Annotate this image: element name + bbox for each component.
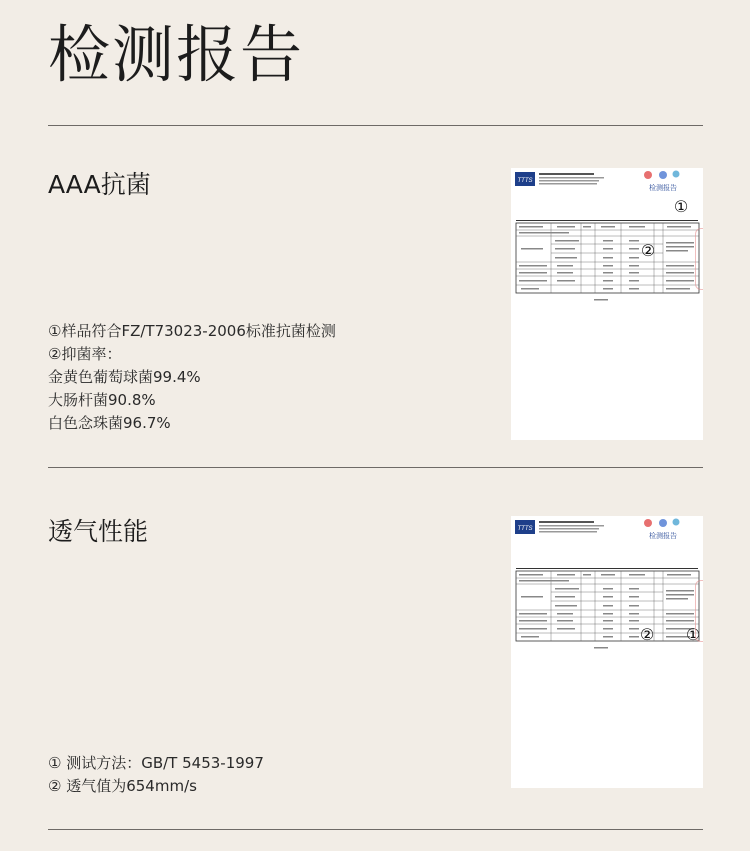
detail-line: 大肠杆菌90.8% <box>48 391 156 409</box>
detail-line: 金黄色葡萄球菌99.4% <box>48 368 201 386</box>
report-heading: 检测报告 <box>649 184 677 192</box>
detail-line: ① 测试方法：GB/T 5453-1997 <box>48 754 264 772</box>
divider <box>48 125 703 126</box>
test-report-image-breathability <box>511 516 703 788</box>
report-marker-1: ① <box>685 625 701 644</box>
report-marker-1: ① <box>673 197 689 216</box>
test-report-image-antibacterial <box>511 168 703 440</box>
detail-line: ②抑菌率： <box>48 345 122 363</box>
divider <box>48 829 703 830</box>
report-document <box>511 516 703 788</box>
breathability-details <box>48 752 264 798</box>
report-logo-text: TTTS <box>517 526 533 532</box>
section-title-antibacterial: AAA抗菌 <box>48 170 151 199</box>
detail-line: ①样品符合FZ/T73023-2006标准抗菌检测 <box>48 322 336 340</box>
report-document <box>511 168 703 440</box>
report-marker-2: ② <box>639 625 655 644</box>
red-stamp <box>695 580 703 642</box>
detail-line: ② 透气值为654mm/s <box>48 777 197 795</box>
report-heading: 检测报告 <box>649 532 677 540</box>
page-title: 检测报告 <box>48 18 305 91</box>
red-stamp <box>695 228 703 290</box>
report-marker-2: ② <box>640 241 656 260</box>
divider <box>48 467 703 468</box>
detail-line: 白色念珠菌96.7% <box>48 414 171 432</box>
report-logo-text: TTTS <box>517 178 533 184</box>
section-title-breathability: 透气性能 <box>48 517 149 546</box>
antibacterial-details <box>48 320 336 435</box>
